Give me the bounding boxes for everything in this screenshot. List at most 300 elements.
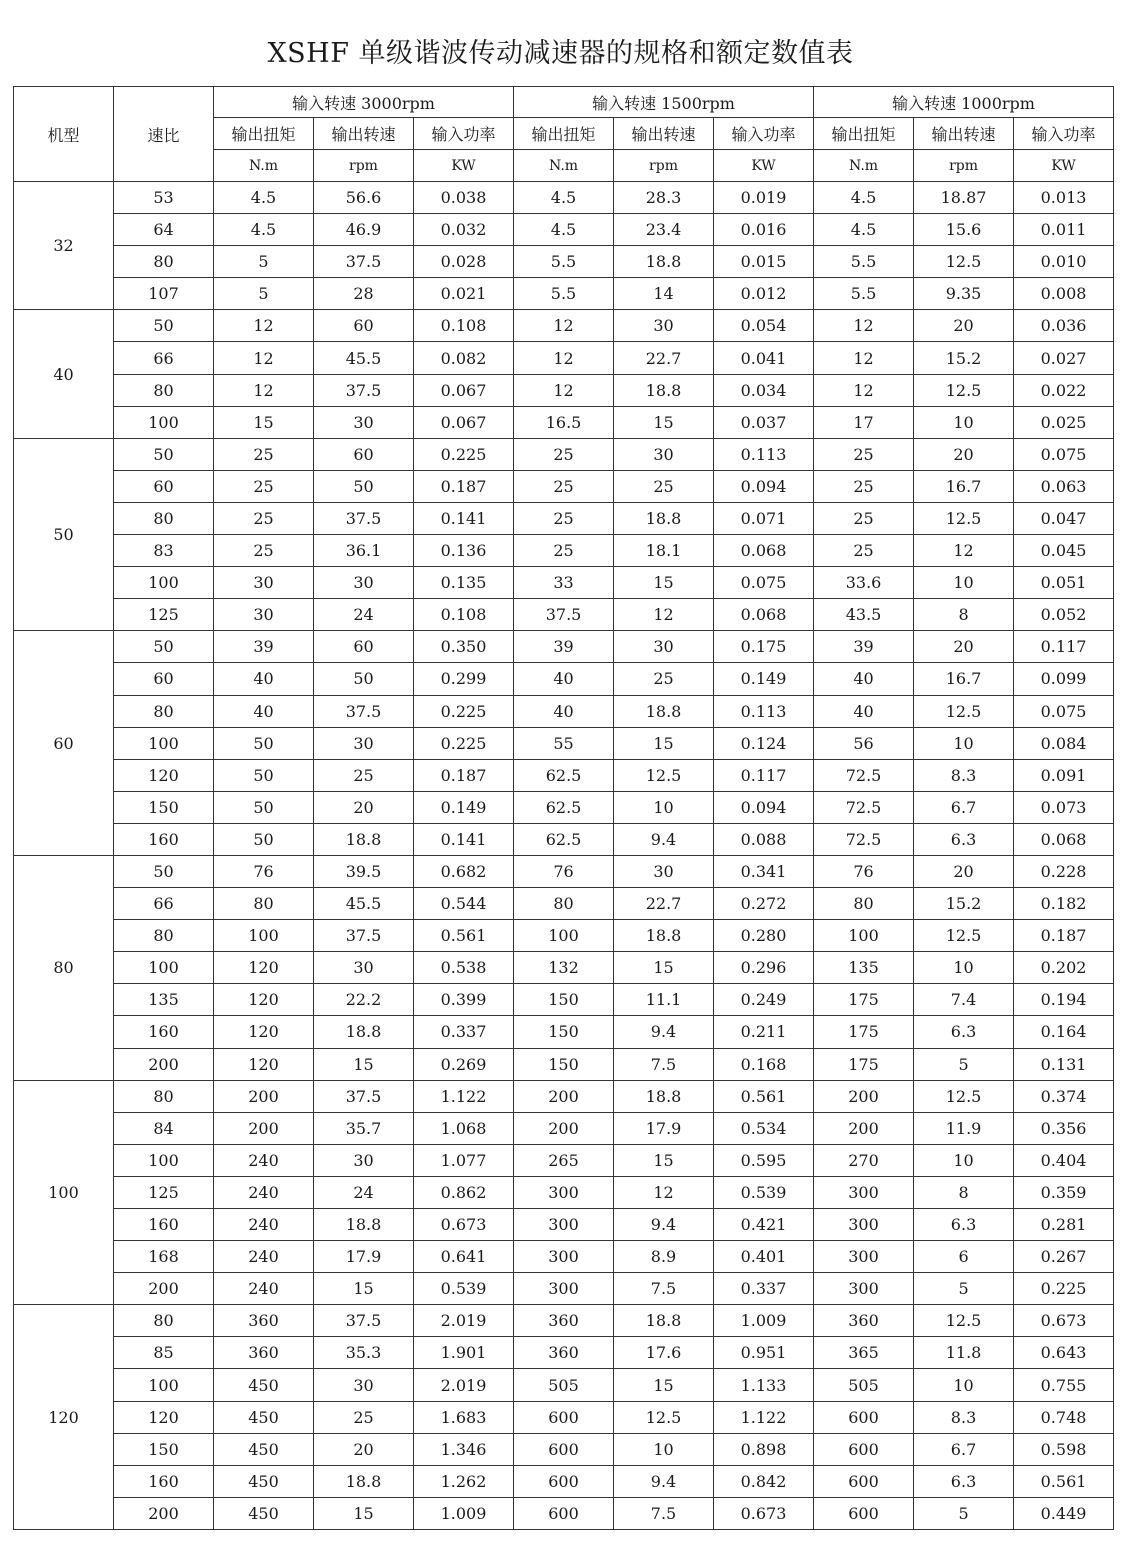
torque-1000-cell: 300 bbox=[814, 1209, 914, 1241]
torque-1000-cell: 72.5 bbox=[814, 823, 914, 855]
torque-1500-cell: 40 bbox=[514, 695, 614, 727]
speed-1500-cell: 9.4 bbox=[614, 1209, 714, 1241]
torque-3000-cell: 50 bbox=[214, 759, 314, 791]
table-row bbox=[14, 406, 1114, 438]
torque-1500-cell: 12 bbox=[514, 310, 614, 342]
ratio-cell: 168 bbox=[114, 1241, 214, 1273]
power-1500-cell: 0.068 bbox=[714, 535, 814, 567]
power-3000-cell: 2.019 bbox=[414, 1369, 514, 1401]
speed-1500-cell: 17.9 bbox=[614, 1112, 714, 1144]
torque-1500-cell: 12 bbox=[514, 374, 614, 406]
torque-1500-cell: 55 bbox=[514, 727, 614, 759]
ratio-cell: 53 bbox=[114, 182, 214, 214]
ratio-cell: 120 bbox=[114, 1401, 214, 1433]
table-row bbox=[14, 823, 1114, 855]
power-1500-cell: 0.842 bbox=[714, 1465, 814, 1497]
speed-1000-cell: 6 bbox=[914, 1241, 1014, 1273]
speed-1500-cell: 18.8 bbox=[614, 502, 714, 534]
power-1500-cell: 0.075 bbox=[714, 567, 814, 599]
speed-3000-cell: 24 bbox=[314, 599, 414, 631]
power-1500-cell: 0.539 bbox=[714, 1176, 814, 1208]
torque-3000-cell: 450 bbox=[214, 1401, 314, 1433]
power-1000-cell: 0.228 bbox=[1014, 855, 1114, 887]
speed-1000-cell: 12.5 bbox=[914, 1305, 1014, 1337]
power-3000-cell: 1.009 bbox=[414, 1497, 514, 1529]
table-row bbox=[14, 727, 1114, 759]
ratio-cell: 200 bbox=[114, 1048, 214, 1080]
torque-1500-cell: 4.5 bbox=[514, 182, 614, 214]
table-row bbox=[14, 1016, 1114, 1048]
speed-3000-cell: 45.5 bbox=[314, 888, 414, 920]
speed-3000-cell: 20 bbox=[314, 791, 414, 823]
power-1500-cell: 0.561 bbox=[714, 1080, 814, 1112]
speed-1000-cell: 6.3 bbox=[914, 1016, 1014, 1048]
torque-1500-cell: 62.5 bbox=[514, 759, 614, 791]
power-3000-cell: 0.028 bbox=[414, 246, 514, 278]
power-1000-cell: 0.404 bbox=[1014, 1144, 1114, 1176]
power-1500-cell: 0.175 bbox=[714, 631, 814, 663]
torque-1500-cell: 600 bbox=[514, 1497, 614, 1529]
speed-3000-cell: 37.5 bbox=[314, 920, 414, 952]
torque-3000-cell: 120 bbox=[214, 984, 314, 1016]
speed-1000-cell: 6.3 bbox=[914, 1209, 1014, 1241]
ratio-cell: 80 bbox=[114, 502, 214, 534]
torque-3000-cell: 12 bbox=[214, 374, 314, 406]
torque-3000-cell: 450 bbox=[214, 1369, 314, 1401]
speed-1000-cell: 10 bbox=[914, 1144, 1014, 1176]
speed-1000-cell: 9.35 bbox=[914, 278, 1014, 310]
power-1500-cell: 0.595 bbox=[714, 1144, 814, 1176]
speed-3000-cell: 25 bbox=[314, 1401, 414, 1433]
torque-1500-cell: 150 bbox=[514, 1048, 614, 1080]
sub-header-power: 输入功率 bbox=[714, 118, 814, 150]
power-1500-cell: 0.113 bbox=[714, 695, 814, 727]
power-1000-cell: 0.187 bbox=[1014, 920, 1114, 952]
torque-1500-cell: 300 bbox=[514, 1209, 614, 1241]
power-3000-cell: 0.032 bbox=[414, 214, 514, 246]
torque-1500-cell: 200 bbox=[514, 1112, 614, 1144]
speed-1000-cell: 15.6 bbox=[914, 214, 1014, 246]
ratio-cell: 80 bbox=[114, 1305, 214, 1337]
power-3000-cell: 0.187 bbox=[414, 470, 514, 502]
torque-3000-cell: 240 bbox=[214, 1273, 314, 1305]
speed-3000-cell: 60 bbox=[314, 438, 414, 470]
speed-3000-cell: 56.6 bbox=[314, 182, 414, 214]
speed-3000-cell: 28 bbox=[314, 278, 414, 310]
power-1000-cell: 0.045 bbox=[1014, 535, 1114, 567]
speed-1500-cell: 9.4 bbox=[614, 1016, 714, 1048]
torque-1000-cell: 365 bbox=[814, 1337, 914, 1369]
power-3000-cell: 1.683 bbox=[414, 1401, 514, 1433]
power-1500-cell: 0.673 bbox=[714, 1497, 814, 1529]
torque-3000-cell: 50 bbox=[214, 823, 314, 855]
speed-1500-cell: 22.7 bbox=[614, 342, 714, 374]
speed-1000-cell: 12.5 bbox=[914, 246, 1014, 278]
torque-1000-cell: 12 bbox=[814, 310, 914, 342]
ratio-cell: 100 bbox=[114, 406, 214, 438]
torque-1500-cell: 12 bbox=[514, 342, 614, 374]
power-1500-cell: 0.280 bbox=[714, 920, 814, 952]
torque-3000-cell: 360 bbox=[214, 1337, 314, 1369]
power-1500-cell: 0.124 bbox=[714, 727, 814, 759]
table-row bbox=[14, 246, 1114, 278]
table-row bbox=[14, 1497, 1114, 1529]
speed-1000-cell: 18.87 bbox=[914, 182, 1014, 214]
torque-3000-cell: 5 bbox=[214, 246, 314, 278]
power-1500-cell: 0.113 bbox=[714, 438, 814, 470]
torque-3000-cell: 100 bbox=[214, 920, 314, 952]
speed-3000-cell: 25 bbox=[314, 759, 414, 791]
torque-3000-cell: 120 bbox=[214, 952, 314, 984]
torque-1000-cell: 17 bbox=[814, 406, 914, 438]
power-3000-cell: 0.673 bbox=[414, 1209, 514, 1241]
power-1000-cell: 0.008 bbox=[1014, 278, 1114, 310]
speed-1000-cell: 10 bbox=[914, 727, 1014, 759]
power-1000-cell: 0.036 bbox=[1014, 310, 1114, 342]
ratio-cell: 125 bbox=[114, 599, 214, 631]
table-row bbox=[14, 438, 1114, 470]
torque-1000-cell: 300 bbox=[814, 1176, 914, 1208]
speed-3000-cell: 18.8 bbox=[314, 1016, 414, 1048]
power-1500-cell: 0.249 bbox=[714, 984, 814, 1016]
torque-1000-cell: 175 bbox=[814, 1016, 914, 1048]
speed-3000-cell: 37.5 bbox=[314, 1305, 414, 1337]
power-3000-cell: 0.082 bbox=[414, 342, 514, 374]
torque-1000-cell: 12 bbox=[814, 374, 914, 406]
power-3000-cell: 0.067 bbox=[414, 406, 514, 438]
speed-1500-cell: 15 bbox=[614, 952, 714, 984]
torque-3000-cell: 450 bbox=[214, 1497, 314, 1529]
table-row bbox=[14, 1273, 1114, 1305]
unit-header-kw: KW bbox=[714, 150, 814, 182]
speed-1500-cell: 9.4 bbox=[614, 1465, 714, 1497]
power-3000-cell: 0.225 bbox=[414, 695, 514, 727]
torque-3000-cell: 80 bbox=[214, 888, 314, 920]
power-1000-cell: 0.117 bbox=[1014, 631, 1114, 663]
power-1500-cell: 0.272 bbox=[714, 888, 814, 920]
speed-1500-cell: 15 bbox=[614, 406, 714, 438]
torque-1500-cell: 300 bbox=[514, 1241, 614, 1273]
speed-1500-cell: 9.4 bbox=[614, 823, 714, 855]
power-3000-cell: 0.544 bbox=[414, 888, 514, 920]
ratio-cell: 100 bbox=[114, 567, 214, 599]
power-3000-cell: 0.862 bbox=[414, 1176, 514, 1208]
power-1000-cell: 0.027 bbox=[1014, 342, 1114, 374]
speed-1500-cell: 10 bbox=[614, 1433, 714, 1465]
speed-3000-cell: 15 bbox=[314, 1048, 414, 1080]
power-3000-cell: 0.141 bbox=[414, 823, 514, 855]
ratio-cell: 160 bbox=[114, 823, 214, 855]
torque-3000-cell: 450 bbox=[214, 1433, 314, 1465]
torque-3000-cell: 5 bbox=[214, 278, 314, 310]
table-row bbox=[14, 1080, 1114, 1112]
speed-3000-cell: 39.5 bbox=[314, 855, 414, 887]
torque-1000-cell: 505 bbox=[814, 1369, 914, 1401]
power-1000-cell: 0.182 bbox=[1014, 888, 1114, 920]
speed-1500-cell: 18.8 bbox=[614, 1305, 714, 1337]
speed-1000-cell: 8.3 bbox=[914, 759, 1014, 791]
table-row bbox=[14, 374, 1114, 406]
ratio-cell: 100 bbox=[114, 727, 214, 759]
power-3000-cell: 0.350 bbox=[414, 631, 514, 663]
speed-1500-cell: 18.1 bbox=[614, 535, 714, 567]
torque-3000-cell: 50 bbox=[214, 727, 314, 759]
power-3000-cell: 0.399 bbox=[414, 984, 514, 1016]
torque-1000-cell: 39 bbox=[814, 631, 914, 663]
speed-1000-cell: 10 bbox=[914, 567, 1014, 599]
torque-1500-cell: 62.5 bbox=[514, 823, 614, 855]
speed-1000-cell: 20 bbox=[914, 855, 1014, 887]
ratio-cell: 135 bbox=[114, 984, 214, 1016]
speed-1000-cell: 20 bbox=[914, 631, 1014, 663]
torque-1000-cell: 25 bbox=[814, 535, 914, 567]
ratio-cell: 66 bbox=[114, 342, 214, 374]
sub-header-torque: 输出扭矩 bbox=[514, 118, 614, 150]
power-3000-cell: 0.108 bbox=[414, 599, 514, 631]
speed-1500-cell: 23.4 bbox=[614, 214, 714, 246]
torque-1500-cell: 4.5 bbox=[514, 214, 614, 246]
speed-3000-cell: 60 bbox=[314, 310, 414, 342]
speed-1000-cell: 6.3 bbox=[914, 1465, 1014, 1497]
torque-1500-cell: 360 bbox=[514, 1305, 614, 1337]
power-3000-cell: 1.262 bbox=[414, 1465, 514, 1497]
group-header-1500: 输入转速 1500rpm bbox=[514, 87, 814, 118]
table-row bbox=[14, 631, 1114, 663]
power-1500-cell: 0.088 bbox=[714, 823, 814, 855]
torque-3000-cell: 25 bbox=[214, 502, 314, 534]
speed-3000-cell: 35.3 bbox=[314, 1337, 414, 1369]
power-1500-cell: 0.898 bbox=[714, 1433, 814, 1465]
speed-1500-cell: 18.8 bbox=[614, 695, 714, 727]
torque-1000-cell: 175 bbox=[814, 984, 914, 1016]
power-3000-cell: 0.021 bbox=[414, 278, 514, 310]
table-row bbox=[14, 278, 1114, 310]
speed-1500-cell: 15 bbox=[614, 1144, 714, 1176]
power-1000-cell: 0.073 bbox=[1014, 791, 1114, 823]
speed-3000-cell: 37.5 bbox=[314, 374, 414, 406]
torque-1500-cell: 25 bbox=[514, 470, 614, 502]
torque-1500-cell: 5.5 bbox=[514, 246, 614, 278]
power-3000-cell: 0.135 bbox=[414, 567, 514, 599]
power-3000-cell: 0.187 bbox=[414, 759, 514, 791]
torque-1000-cell: 72.5 bbox=[814, 791, 914, 823]
torque-1500-cell: 37.5 bbox=[514, 599, 614, 631]
torque-3000-cell: 25 bbox=[214, 438, 314, 470]
speed-1500-cell: 15 bbox=[614, 1369, 714, 1401]
ratio-cell: 160 bbox=[114, 1209, 214, 1241]
unit-header-nm: N.m bbox=[214, 150, 314, 182]
ratio-cell: 85 bbox=[114, 1337, 214, 1369]
torque-1000-cell: 4.5 bbox=[814, 214, 914, 246]
power-1000-cell: 0.267 bbox=[1014, 1241, 1114, 1273]
torque-1500-cell: 600 bbox=[514, 1401, 614, 1433]
speed-1500-cell: 25 bbox=[614, 470, 714, 502]
torque-3000-cell: 200 bbox=[214, 1080, 314, 1112]
torque-1000-cell: 5.5 bbox=[814, 246, 914, 278]
speed-1500-cell: 15 bbox=[614, 727, 714, 759]
table-row bbox=[14, 1401, 1114, 1433]
power-3000-cell: 0.136 bbox=[414, 535, 514, 567]
torque-1500-cell: 300 bbox=[514, 1176, 614, 1208]
power-3000-cell: 0.538 bbox=[414, 952, 514, 984]
power-1000-cell: 0.013 bbox=[1014, 182, 1114, 214]
torque-1500-cell: 25 bbox=[514, 502, 614, 534]
speed-1000-cell: 6.3 bbox=[914, 823, 1014, 855]
speed-3000-cell: 35.7 bbox=[314, 1112, 414, 1144]
speed-3000-cell: 18.8 bbox=[314, 1209, 414, 1241]
ratio-cell: 50 bbox=[114, 310, 214, 342]
torque-3000-cell: 15 bbox=[214, 406, 314, 438]
table-header bbox=[14, 87, 1114, 182]
table-row bbox=[14, 342, 1114, 374]
power-1500-cell: 0.037 bbox=[714, 406, 814, 438]
power-1000-cell: 0.673 bbox=[1014, 1305, 1114, 1337]
ratio-cell: 50 bbox=[114, 631, 214, 663]
power-1000-cell: 0.643 bbox=[1014, 1337, 1114, 1369]
ratio-cell: 84 bbox=[114, 1112, 214, 1144]
table-row bbox=[14, 1209, 1114, 1241]
power-1000-cell: 0.755 bbox=[1014, 1369, 1114, 1401]
torque-3000-cell: 120 bbox=[214, 1016, 314, 1048]
power-1500-cell: 0.034 bbox=[714, 374, 814, 406]
torque-3000-cell: 240 bbox=[214, 1144, 314, 1176]
torque-3000-cell: 39 bbox=[214, 631, 314, 663]
speed-3000-cell: 15 bbox=[314, 1497, 414, 1529]
ratio-cell: 150 bbox=[114, 1433, 214, 1465]
power-1000-cell: 0.748 bbox=[1014, 1401, 1114, 1433]
torque-1000-cell: 72.5 bbox=[814, 759, 914, 791]
table-row bbox=[14, 759, 1114, 791]
table-row bbox=[14, 888, 1114, 920]
torque-3000-cell: 4.5 bbox=[214, 182, 314, 214]
power-1000-cell: 0.010 bbox=[1014, 246, 1114, 278]
table-row bbox=[14, 1337, 1114, 1369]
power-1500-cell: 0.094 bbox=[714, 791, 814, 823]
torque-3000-cell: 450 bbox=[214, 1465, 314, 1497]
sub-header-torque: 输出扭矩 bbox=[214, 118, 314, 150]
torque-1000-cell: 25 bbox=[814, 502, 914, 534]
speed-3000-cell: 50 bbox=[314, 470, 414, 502]
power-1000-cell: 0.598 bbox=[1014, 1433, 1114, 1465]
speed-1000-cell: 15.2 bbox=[914, 342, 1014, 374]
ratio-cell: 64 bbox=[114, 214, 214, 246]
sub-header-speed: 输出转速 bbox=[614, 118, 714, 150]
group-header-3000: 输入转速 3000rpm bbox=[214, 87, 514, 118]
torque-1500-cell: 600 bbox=[514, 1465, 614, 1497]
torque-1500-cell: 76 bbox=[514, 855, 614, 887]
power-1000-cell: 0.025 bbox=[1014, 406, 1114, 438]
speed-3000-cell: 46.9 bbox=[314, 214, 414, 246]
power-1000-cell: 0.068 bbox=[1014, 823, 1114, 855]
power-1500-cell: 0.534 bbox=[714, 1112, 814, 1144]
speed-1500-cell: 15 bbox=[614, 567, 714, 599]
table-row bbox=[14, 1465, 1114, 1497]
torque-1500-cell: 80 bbox=[514, 888, 614, 920]
power-3000-cell: 0.337 bbox=[414, 1016, 514, 1048]
speed-3000-cell: 30 bbox=[314, 1369, 414, 1401]
power-3000-cell: 2.019 bbox=[414, 1305, 514, 1337]
torque-1000-cell: 12 bbox=[814, 342, 914, 374]
torque-1500-cell: 600 bbox=[514, 1433, 614, 1465]
speed-3000-cell: 20 bbox=[314, 1433, 414, 1465]
speed-1000-cell: 7.4 bbox=[914, 984, 1014, 1016]
power-1000-cell: 0.202 bbox=[1014, 952, 1114, 984]
speed-3000-cell: 30 bbox=[314, 567, 414, 599]
table-row bbox=[14, 920, 1114, 952]
speed-1000-cell: 12.5 bbox=[914, 695, 1014, 727]
power-1500-cell: 0.421 bbox=[714, 1209, 814, 1241]
speed-1500-cell: 22.7 bbox=[614, 888, 714, 920]
ratio-cell: 50 bbox=[114, 855, 214, 887]
speed-1000-cell: 20 bbox=[914, 310, 1014, 342]
table-row bbox=[14, 182, 1114, 214]
power-1000-cell: 0.091 bbox=[1014, 759, 1114, 791]
power-1000-cell: 0.359 bbox=[1014, 1176, 1114, 1208]
speed-1000-cell: 11.8 bbox=[914, 1337, 1014, 1369]
power-3000-cell: 0.561 bbox=[414, 920, 514, 952]
speed-1500-cell: 7.5 bbox=[614, 1497, 714, 1529]
torque-1000-cell: 100 bbox=[814, 920, 914, 952]
power-3000-cell: 1.068 bbox=[414, 1112, 514, 1144]
sub-header-torque: 输出扭矩 bbox=[814, 118, 914, 150]
power-3000-cell: 0.299 bbox=[414, 663, 514, 695]
power-1000-cell: 0.449 bbox=[1014, 1497, 1114, 1529]
speed-1000-cell: 6.7 bbox=[914, 1433, 1014, 1465]
power-3000-cell: 0.225 bbox=[414, 438, 514, 470]
page-title: XSHF 单级谐波传动减速器的规格和额定数值表 bbox=[267, 38, 854, 69]
table-row bbox=[14, 470, 1114, 502]
speed-1500-cell: 30 bbox=[614, 438, 714, 470]
power-1500-cell: 0.016 bbox=[714, 214, 814, 246]
speed-1000-cell: 10 bbox=[914, 1369, 1014, 1401]
ratio-header: 速比 bbox=[114, 87, 214, 182]
power-1000-cell: 0.047 bbox=[1014, 502, 1114, 534]
speed-3000-cell: 30 bbox=[314, 406, 414, 438]
torque-1000-cell: 40 bbox=[814, 695, 914, 727]
torque-1000-cell: 200 bbox=[814, 1080, 914, 1112]
ratio-cell: 66 bbox=[114, 888, 214, 920]
torque-1500-cell: 16.5 bbox=[514, 406, 614, 438]
torque-1500-cell: 100 bbox=[514, 920, 614, 952]
speed-3000-cell: 18.8 bbox=[314, 823, 414, 855]
ratio-cell: 200 bbox=[114, 1497, 214, 1529]
torque-3000-cell: 200 bbox=[214, 1112, 314, 1144]
torque-1500-cell: 360 bbox=[514, 1337, 614, 1369]
torque-3000-cell: 25 bbox=[214, 470, 314, 502]
power-3000-cell: 0.269 bbox=[414, 1048, 514, 1080]
torque-1500-cell: 265 bbox=[514, 1144, 614, 1176]
speed-1000-cell: 12.5 bbox=[914, 1080, 1014, 1112]
speed-1000-cell: 11.9 bbox=[914, 1112, 1014, 1144]
speed-1500-cell: 11.1 bbox=[614, 984, 714, 1016]
power-3000-cell: 0.067 bbox=[414, 374, 514, 406]
speed-3000-cell: 17.9 bbox=[314, 1241, 414, 1273]
table-row bbox=[14, 695, 1114, 727]
torque-1000-cell: 25 bbox=[814, 438, 914, 470]
speed-1000-cell: 8 bbox=[914, 1176, 1014, 1208]
power-1500-cell: 0.041 bbox=[714, 342, 814, 374]
speed-1000-cell: 5 bbox=[914, 1048, 1014, 1080]
power-1500-cell: 0.341 bbox=[714, 855, 814, 887]
power-1000-cell: 0.194 bbox=[1014, 984, 1114, 1016]
table-row bbox=[14, 1176, 1114, 1208]
power-3000-cell: 0.225 bbox=[414, 727, 514, 759]
torque-3000-cell: 25 bbox=[214, 535, 314, 567]
speed-1500-cell: 18.8 bbox=[614, 1080, 714, 1112]
ratio-cell: 107 bbox=[114, 278, 214, 310]
table-row bbox=[14, 1144, 1114, 1176]
torque-1000-cell: 200 bbox=[814, 1112, 914, 1144]
